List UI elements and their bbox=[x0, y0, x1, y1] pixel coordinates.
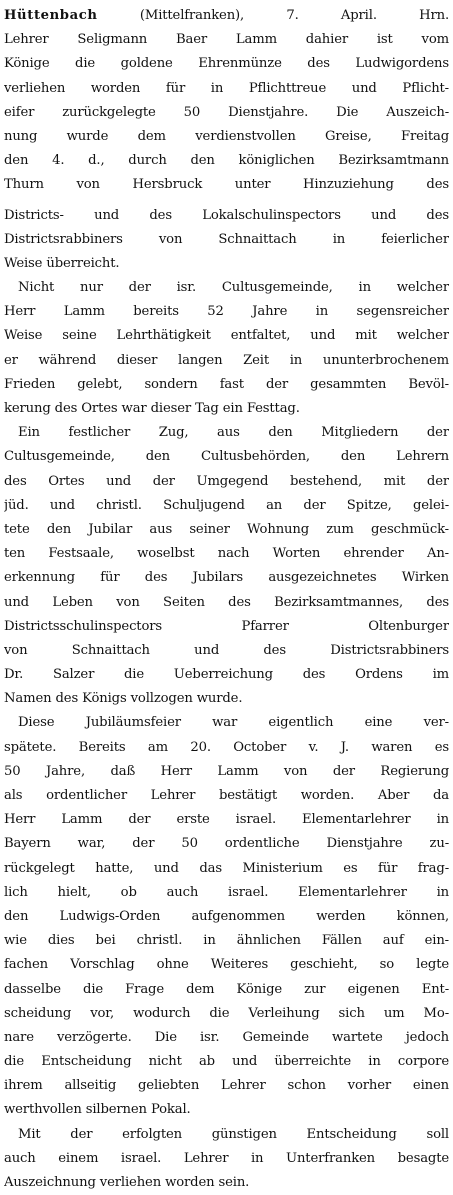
article-line-42: scheidung vor, wodurch die Verleihung sich um Mo- bbox=[4, 1005, 449, 1021]
article-line-39: wie dies bei christl. in ähnlichen Fällen auf ein- bbox=[4, 933, 449, 949]
article-line-32: 50 Jahre, daß Herr Lamm von der Regierung bbox=[4, 763, 449, 779]
article-line-22: tete den Jubilar aus seiner Wohnung zum geschmück- bbox=[4, 521, 449, 537]
headline-dateline: (Mittelfranken), 7. April. Hrn. bbox=[139, 8, 449, 23]
article-line-40: fachen Vorschlag ohne Weiteres geschieht, so legte bbox=[4, 957, 449, 973]
article-line-7: den 4. d., durch den königlichen Bezirksamtmann bbox=[4, 153, 449, 169]
article-line-27: von Schnaittach und des Districtsrabbiners bbox=[4, 642, 449, 658]
article-line-12: Nicht nur der isr. Cultusgemeinde, in welcher bbox=[18, 280, 449, 296]
article-line-36: rückgelegt hatte, und das Ministerium es für frag- bbox=[4, 860, 449, 876]
article-line-4: verliehen worden für in Pflichttreue und Pflicht- bbox=[4, 80, 449, 96]
article-line-13: Herr Lamm bereits 52 Jahre in segensreicher bbox=[4, 304, 449, 320]
article-line-43: nare verzögerte. Die isr. Gemeinde wartete jedoch bbox=[4, 1029, 449, 1045]
article-line-5: eifer zurückgelegte 50 Dienstjahre. Die Auszeich- bbox=[4, 104, 449, 120]
article-line-45: ihrem allseitig geliebten Lehrer schon vorher einen bbox=[4, 1078, 449, 1094]
article-line-9: Districts- und des Lokalschulinspectors und des bbox=[4, 207, 449, 223]
article-line-47: Mit der erfolgten günstigen Entscheidung soll bbox=[18, 1126, 449, 1142]
article-line-24: erkennung für des Jubilars ausgezeichnetes Wirken bbox=[4, 570, 449, 586]
article-line-29: Namen des Königs vollzogen wurde. bbox=[4, 691, 243, 707]
article-line-11: Weise überreicht. bbox=[4, 255, 120, 271]
article-line-33: als ordentlicher Lehrer bestätigt worden. Aber da bbox=[4, 788, 449, 803]
article-line-1 bbox=[4, 4, 449, 28]
article-line-37: lich hielt, ob auch israel. Elementarlehrer in bbox=[4, 884, 449, 900]
article-line-2: Lehrer Seligmann Baer Lamm dahier ist vom bbox=[4, 32, 449, 48]
article-line-34: Herr Lamm der erste israel. Elementarlehrer in bbox=[4, 812, 449, 828]
article-line-26: Districtsschulinspectors Pfarrer Oltenburger bbox=[4, 618, 449, 634]
article-line-46: werthvollen silbernen Pokal. bbox=[4, 1102, 191, 1118]
article-line-31: spätete. Bereits am 20. October v. J. waren es bbox=[4, 739, 449, 755]
article-line-35: Bayern war, der 50 ordentliche Dienstjahre zu- bbox=[4, 836, 449, 852]
article-line-44: die Entscheidung nicht ab und überreichte in corpore bbox=[4, 1054, 449, 1070]
article-line-10: Districtsrabbiners von Schnaittach in feierlicher bbox=[4, 231, 449, 247]
article-line-8: Thurn von Hersbruck unter Hinzuziehung des bbox=[4, 177, 449, 193]
article-line-6: nung wurde dem verdienstvollen Greise, Freitag bbox=[4, 128, 449, 144]
article-line-49: Auszeichnung verliehen worden sein. bbox=[4, 1175, 250, 1190]
article-line-41: dasselbe die Frage dem Könige zur eigenen Ent- bbox=[4, 981, 449, 997]
article-line-23: ten Festsaale, woselbst nach Worten ehrender An- bbox=[4, 546, 449, 562]
article-line-30: Diese Jubiläumsfeier war eigentlich eine ver- bbox=[18, 715, 449, 731]
article-line-21: jüd. und christl. Schuljugend an der Spitze, gelei- bbox=[4, 497, 449, 513]
article-line-14: Weise seine Lehrthätigkeit entfaltet, und mit welcher bbox=[4, 328, 449, 344]
article-line-3: Könige die goldene Ehrenmünze des Ludwigordens bbox=[4, 56, 449, 72]
article-headline: Hüttenbach bbox=[4, 8, 98, 23]
article-line-28: Dr. Salzer die Ueberreichung des Ordens im bbox=[4, 667, 449, 683]
article-line-17: kerung des Ortes war dieser Tag ein Festtag. bbox=[4, 401, 300, 416]
article-line-18: Ein festlicher Zug, aus den Mitgliedern der bbox=[18, 425, 449, 441]
article-line-25: und Leben von Seiten des Bezirksamtmannes, des bbox=[4, 594, 449, 610]
article-line-20: des Ortes und der Umgegend bestehend, mit der bbox=[4, 473, 449, 489]
article-line-19: Cultusgemeinde, den Cultusbehörden, den Lehrern bbox=[4, 449, 449, 465]
article-line-16: Frieden gelebt, sondern fast der gesammten Bevöl- bbox=[4, 376, 449, 392]
article-line-38: den Ludwigs-Orden aufgenommen werden können, bbox=[4, 908, 449, 924]
article-line-15: er während dieser langen Zeit in ununterbrochenem bbox=[4, 352, 449, 368]
article-line-48: auch einem israel. Lehrer in Unterfranken besagte bbox=[4, 1150, 449, 1166]
